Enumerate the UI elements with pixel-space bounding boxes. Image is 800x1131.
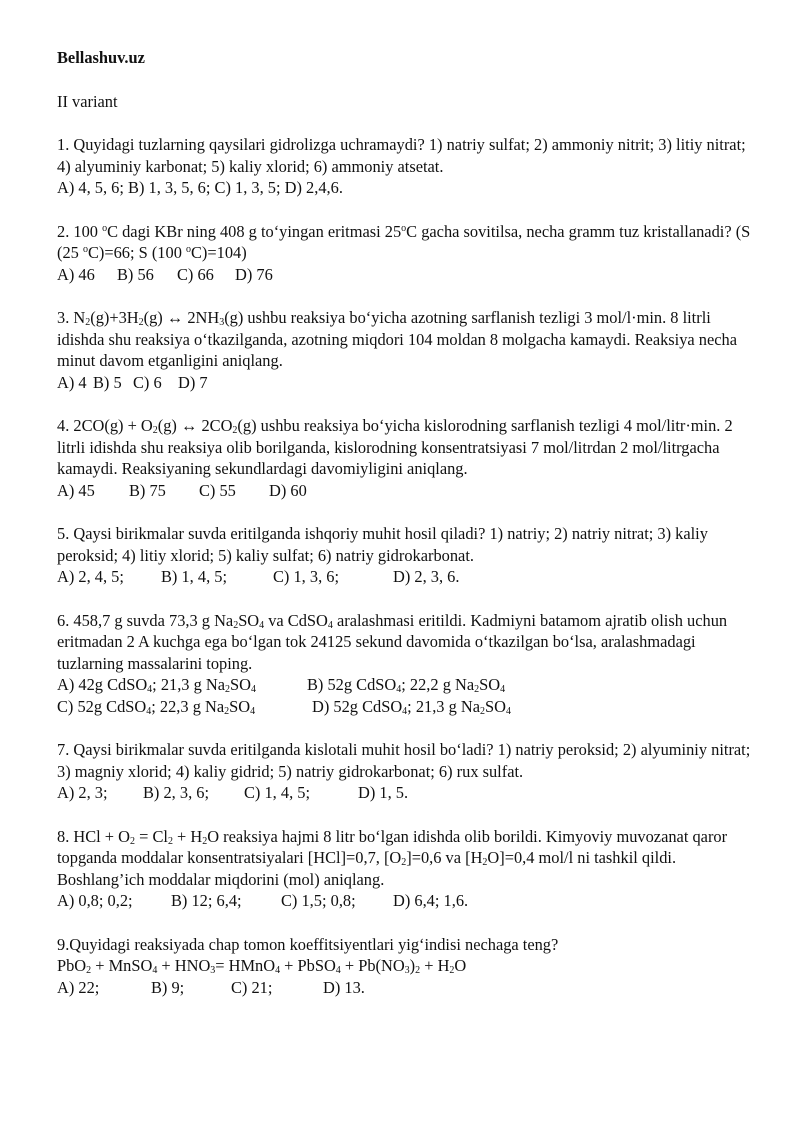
question-6: [57, 610, 757, 718]
question-2-options: [57, 264, 757, 286]
question-2-text: 2. 100 $^o$C dagi KBr ning 408 g to‘yingan eritmasi 25$^o$C gacha sovitilsa, necha gramm tuz kristallanadi? (S (25 $^o$C)=66; S (100 $^o$C)=104): [57, 221, 751, 262]
option-b: B) 56: [117, 264, 154, 284]
question-8-text: 8. HCl + $O_2 = Cl_2 + H_2O$ reaksiya hajmi 8 litr bo‘lgan idishda olib borildi. Kimyoviy muvozanat qaror topganda moddalar konsentratsiyalari [HCl]=0,7, $[O_2]=0,6$ va $[H_2O]=0,4$ mol/l ni tashkil qildi. Boshlang’ich moddalar miqdorini (mol) aniqlang.: [57, 826, 728, 889]
option-c: C) 52g CdSO$_4$; 22,3 g $Na_2SO_4$: [57, 696, 256, 717]
option-b: B) 12; 6,4;: [171, 891, 242, 910]
option-c: C) 21;: [231, 977, 273, 997]
option-a: A) 0,8; 0,2;: [57, 891, 133, 910]
question-7-options: [57, 782, 757, 804]
question-9-text: 9.Quyidagi reaksiyada chap tomon koeffitsiyentlari yig‘indisi nechaga teng?: [57, 934, 559, 954]
option-d: D) 13.: [323, 977, 365, 997]
question-3: [57, 307, 757, 393]
question-8-options: [57, 890, 757, 912]
question-3-text: 3. $N_2(g)+3H_2(g)$ ↔ $2NH_3(g)$ ushbu reaksiya bo‘yicha azotning sarflanish tezligi 3 mol/l·min. 8 litrli idishda shu reaksiya o‘tkazilganda, azotning miqdori 104 moldan 8 molgacha kamaydi. Reaksiya necha minut davom etganligini aniqlang.: [57, 308, 738, 370]
question-4-text: 4. $2CO(g) + O_2(g)$ ↔ $2CO_2(g)$ ushbu reaksiya bo‘yicha kislorodning sarflanish tezligi 4 mol/litr·min. 2 litrli idishda shu reaksiya olib borilganda, kislorodning konsentratsiyasi 7 mol/litrdan 2 mol/litrgacha kamaydi. Reaksiyaning sekundlardagi davomiyligini aniqlang.: [57, 416, 733, 478]
option-d: D) 7: [178, 372, 208, 392]
option-d: D) 52g CdSO$_4$; 21,3 g $Na_2SO_4$: [312, 696, 511, 717]
option-b: B) 5: [93, 372, 122, 392]
question-1-answers: A) 4, 5, 6; B) 1, 3, 5, 6; C) 1, 3, 5; D) 2,4,6.: [57, 178, 343, 197]
option-b: B) 9;: [151, 977, 185, 997]
option-b: B) 52g CdSO$_4$; 22,2 g $Na_2SO_4$: [307, 675, 506, 695]
option-b: B) 2, 3, 6;: [143, 783, 210, 802]
question-5-text: 5. Qaysi birikmalar suvda eritilganda ishqoriy muhit hosil qiladi? 1) natriy; 2) natriy nitrat; 3) kaliy peroksid; 4) litiy xlorid; 5) kaliy sulfat; 6) natriy gidrokarbonat.: [57, 524, 708, 565]
option-d: D) 1, 5.: [358, 783, 409, 802]
question-2: [57, 221, 757, 286]
option-d: D) 60: [269, 480, 307, 500]
question-4-options: [57, 480, 757, 502]
question-1: [57, 134, 757, 199]
option-c: C) 1,5; 0,8;: [281, 891, 356, 910]
question-9-equation: PbO$_2$ + MnSO$_4$ + $HNO_3=$ HMnO$_4$ + PbSO$_4$ + $Pb(NO_3)_2 + H_2O$: [57, 956, 467, 976]
question-7-text: 7. Qaysi birikmalar suvda eritilganda kislotali muhit hosil bo‘ladi? 1) natriy peroksid; 2) alyuminiy nitrat; 3) magniy xlorid; 4) kaliy gidrid; 5) natriy gidrokarbonat; 6) rux sulfat.: [57, 740, 751, 781]
option-b: B) 1, 4, 5;: [161, 567, 228, 586]
worksheet: [57, 47, 757, 998]
option-a: A) 46: [57, 264, 95, 284]
option-a: A) 42g CdSO$_4$; 21,3 g $Na_2SO_4$: [57, 675, 256, 695]
option-c: C) 66: [177, 264, 214, 284]
option-d: D) 6,4; 1,6.: [393, 891, 469, 910]
option-c: C) 6: [133, 372, 162, 392]
variant-title: II variant: [57, 91, 118, 111]
site-name: Bellashuv.uz: [57, 48, 145, 67]
question-4: [57, 415, 757, 501]
option-a: A) 2, 4, 5;: [57, 567, 124, 586]
option-a: A) 2, 3;: [57, 783, 108, 802]
option-d: D) 2, 3, 6.: [393, 567, 460, 586]
option-c: C) 1, 4, 5;: [244, 783, 311, 802]
option-a: A) 4: [57, 372, 87, 392]
question-8: [57, 826, 757, 912]
question-6-text: 6. 458,7 g suvda 73,3 g $Na_2SO_4$ va CdSO$_4$ aralashmasi eritildi. Kadmiyni batamom ajratib olish uchun eritmadan 2 A kuchga ega bo‘lgan tok 24125 sekund davomida o‘tkazilgan bo‘lsa, aralashmadagi tuzlarning massalarini toping.: [57, 610, 728, 673]
option-d: D) 76: [235, 264, 273, 284]
question-9: [57, 934, 757, 999]
question-1-text: 1. Quyidagi tuzlarning qaysilari gidrolizga uchramaydi? 1) natriy sulfat; 2) ammoniy nitrit; 3) litiy nitrat; 4) alyuminiy karbonat; 5) kaliy xlorid; 6) ammoniy atsetat.: [57, 135, 746, 176]
question-6-options-cd: [57, 696, 757, 718]
question-6-options-ab: [57, 674, 757, 696]
option-b: B) 75: [129, 480, 166, 500]
question-7: [57, 739, 757, 804]
question-5: [57, 523, 757, 588]
question-5-options: [57, 566, 757, 588]
option-a: A) 22;: [57, 977, 100, 997]
option-c: C) 1, 3, 6;: [273, 567, 340, 586]
option-a: A) 45: [57, 480, 95, 500]
option-c: C) 55: [199, 480, 236, 500]
question-9-options: [57, 977, 757, 999]
question-3-options: [57, 372, 757, 394]
